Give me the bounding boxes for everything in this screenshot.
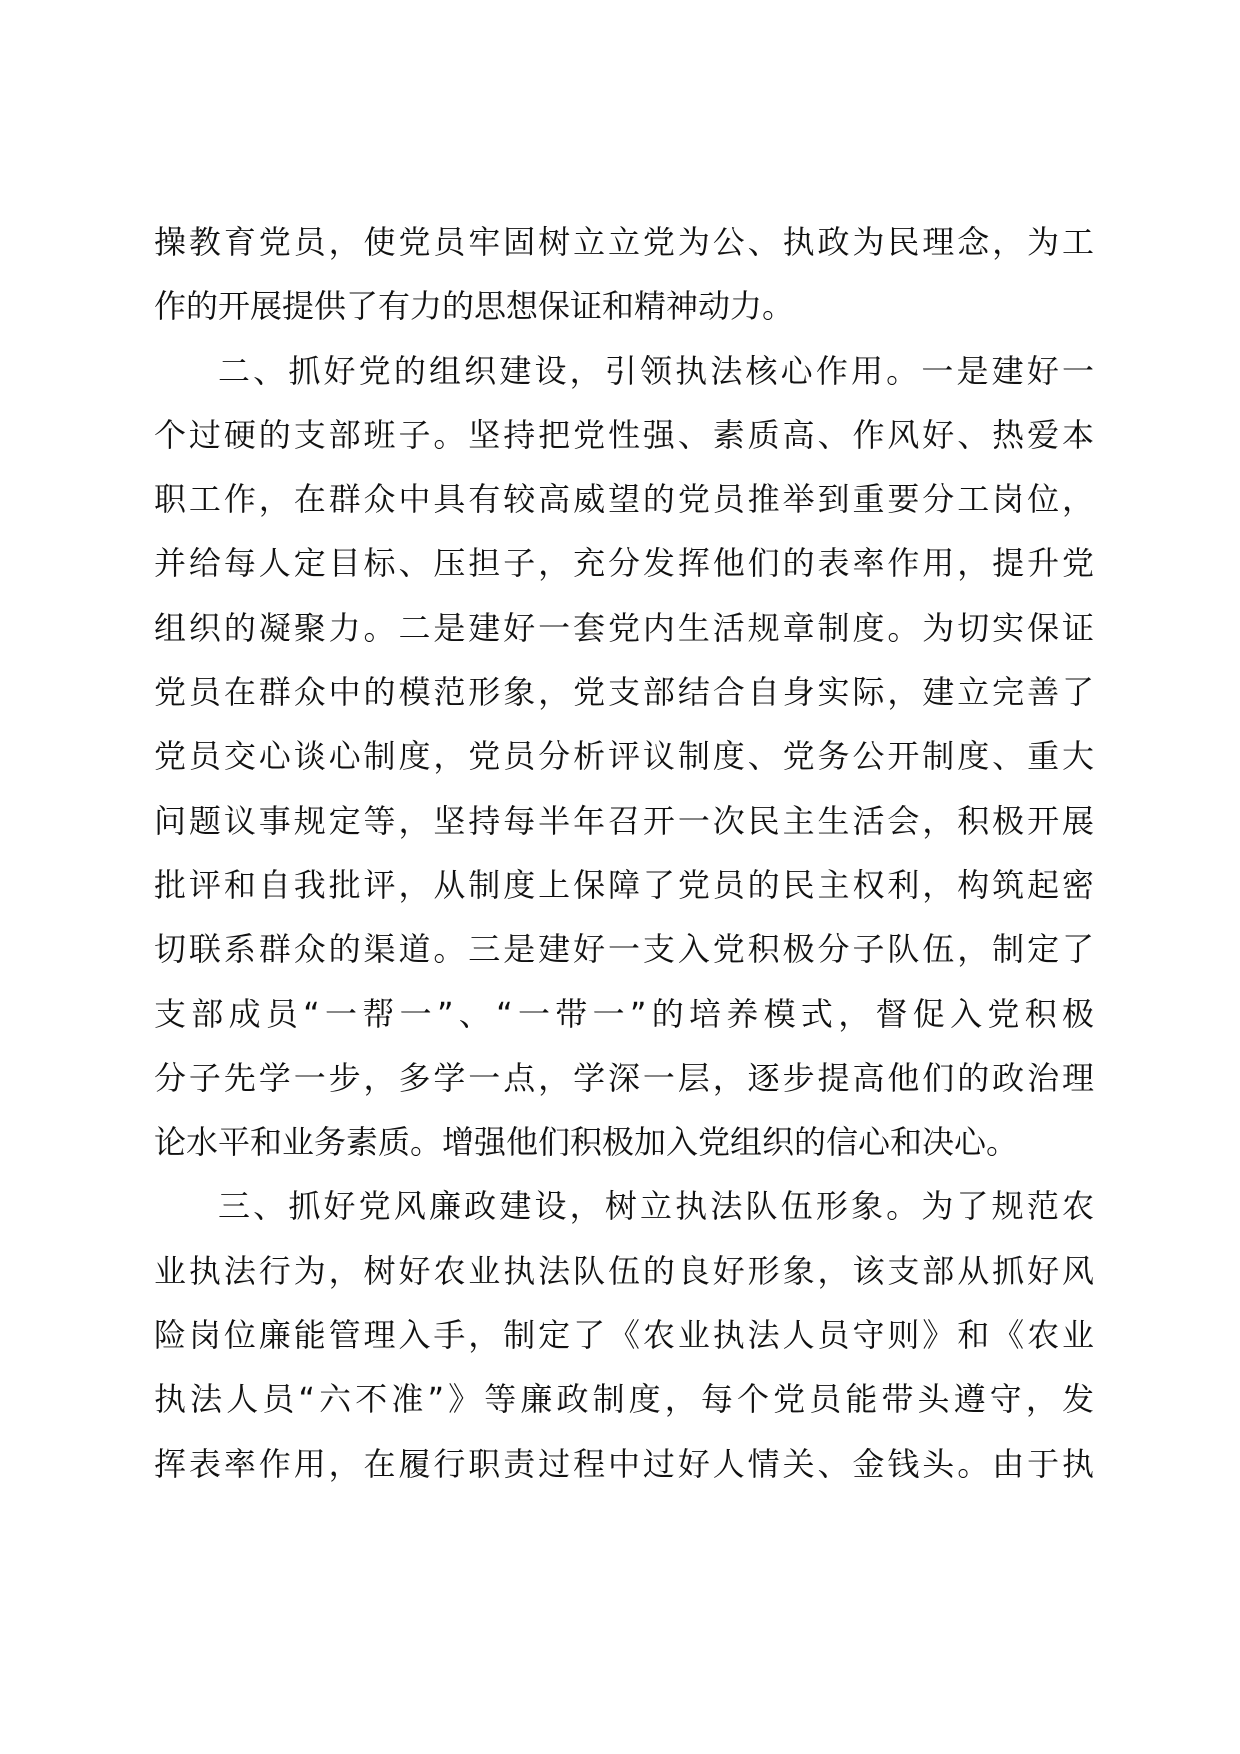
text-line: 作的开展提供了有力的思想保证和精神动力。 [154,287,795,326]
text-line: 操教育党员，使党员牢固树立立党为公、执政为民理念，为工 [154,223,1094,261]
text-line: 党员交心谈心制度，党员分析评议制度、党务公开制度、重大 [154,737,1094,776]
section-heading-line: 三、抓好党风廉政建设，树立执法队伍形象。为了规范农 [218,1187,1094,1226]
text-line: 批评和自我批评，从制度上保障了党员的民主权利，构筑起密 [154,865,1094,904]
text-line: 执法人员“六不准”》等廉政制度，每个党员能带头遵守，发 [154,1380,1094,1419]
text-line: 支部成员“一帮一”、“一带一”的培养模式，督促入党积极 [154,994,1094,1033]
text-line: 党员在群众中的模范形象，党支部结合自身实际，建立完善了 [154,673,1094,712]
text-line: 问题议事规定等，坚持每半年召开一次民主生活会，积极开展 [154,801,1094,840]
text-line: 组织的凝聚力。二是建好一套党内生活规章制度。为切实保证 [154,608,1094,647]
body-text [154,210,1094,1496]
text-line: 切联系群众的渠道。三是建好一支入党积极分子队伍，制定了 [154,930,1094,969]
text-line: 分子先学一步，多学一点，学深一层，逐步提高他们的政治理 [154,1058,1094,1097]
text-line: 论水平和业务素质。增强他们积极加入党组织的信心和决心。 [154,1123,1019,1162]
text-line: 业执法行为，树好农业执法队伍的良好形象，该支部从抓好风 [154,1251,1094,1290]
text-line: 职工作，在群众中具有较高威望的党员推举到重要分工岗位， [154,480,1094,519]
text-line: 挥表率作用，在履行职责过程中过好人情关、金钱头。由于执 [154,1444,1094,1483]
text-line: 个过硬的支部班子。坚持把党性强、素质高、作风好、热爱本 [154,415,1094,454]
section-heading-line: 二、抓好党的组织建设，引领执法核心作用。一是建好一 [218,351,1094,390]
text-line: 并给每人定目标、压担子，充分发挥他们的表率作用，提升党 [154,544,1094,583]
text-line: 险岗位廉能管理入手，制定了《农业执法人员守则》和《农业 [154,1316,1094,1355]
